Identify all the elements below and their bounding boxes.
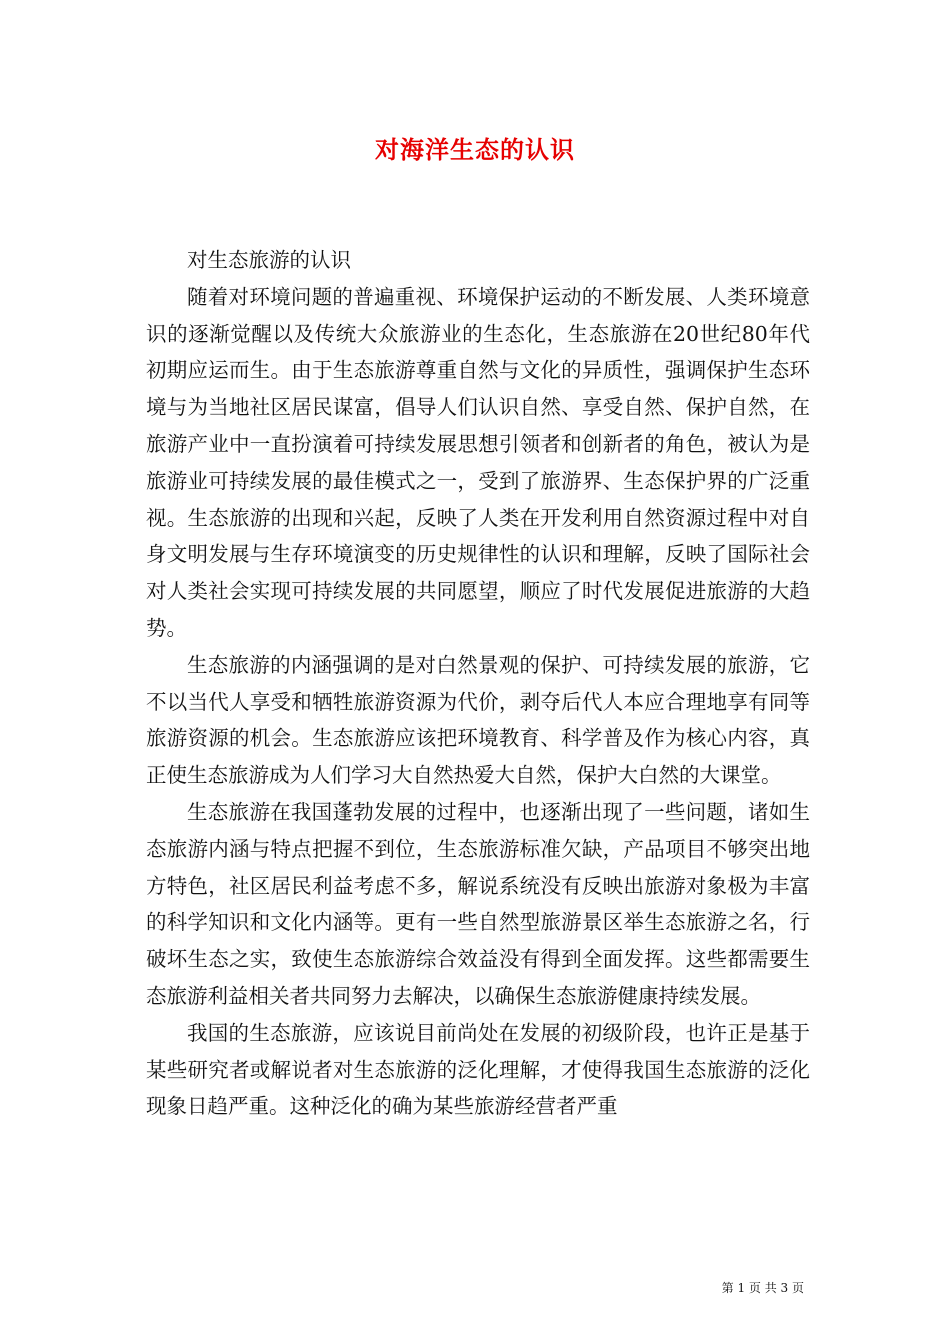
document-body (146, 242, 810, 1125)
paragraph: 生态旅游的内涵强调的是对白然景观的保护、可持续发展的旅游，它不以当代人享受和牺牲旅游资源为代价，剥夺后代人本应合理地享有同等旅游资源的机会。生态旅游应该把环境教育、科学普及作为核心内容，真正使生态旅游成为人们学习大自然热爱大自然，保护大白然的大课堂。 (146, 652, 810, 788)
paragraph: 我国的生态旅游，应该说目前尚处在发展的初级阶段，也许正是基于某些研究者或解说者对生态旅游的泛化理解，才使得我国生态旅游的泛化现象日趋严重。这种泛化的确为某些旅游经营者严重 (146, 1020, 810, 1119)
paragraph: 生态旅游在我国蓬勃发展的过程中，也逐渐出现了一些问题，诸如生态旅游内涵与特点把握不到位，生态旅游标准欠缺，产品项目不够突出地方特色，社区居民利益考虑不多，解说系统没有反映出旅游对象极为丰富的科学知识和文化内涵等。更有一些自然型旅游景区举生态旅游之名，行破坏生态之实，致使生态旅游综合效益没有得到全面发挥。这些都需要生态旅游利益相关者共同努力去解决，以确保生态旅游健康持续发展。 (146, 799, 810, 1008)
document-title: 对海洋生态的认识 (375, 135, 575, 164)
paragraph-subtitle: 对生态旅游的认识 (187, 248, 351, 272)
page-number-footer: 第 1 页 共 3 页 (721, 1281, 804, 1295)
paragraph: 随着对环境问题的普遍重视、环境保护运动的不断发展、人类环境意识的逐渐觉醒以及传统大众旅游业的生态化，生态旅游在20世纪80年代初期应运而生。由于生态旅游尊重自然与文化的异质性，强调保护生态环境与为当地社区居民谋富，倡导人们认识自然、享受自然、保护自然，在旅游产业中一直扮演着可持续发展思想引领者和创新者的角色，被认为是旅游业可持续发展的最佳模式之一，受到了旅游界、生态保护界的广泛重视。生态旅游的出现和兴起，反映了人类在开发利用自然资源过程中对自身文明发展与生存环境演变的历史规律性的认识和理解，反映了国际社会对人类社会实现可持续发展的共同愿望，顺应了时代发展促进旅游的大趋势。 (146, 284, 810, 640)
